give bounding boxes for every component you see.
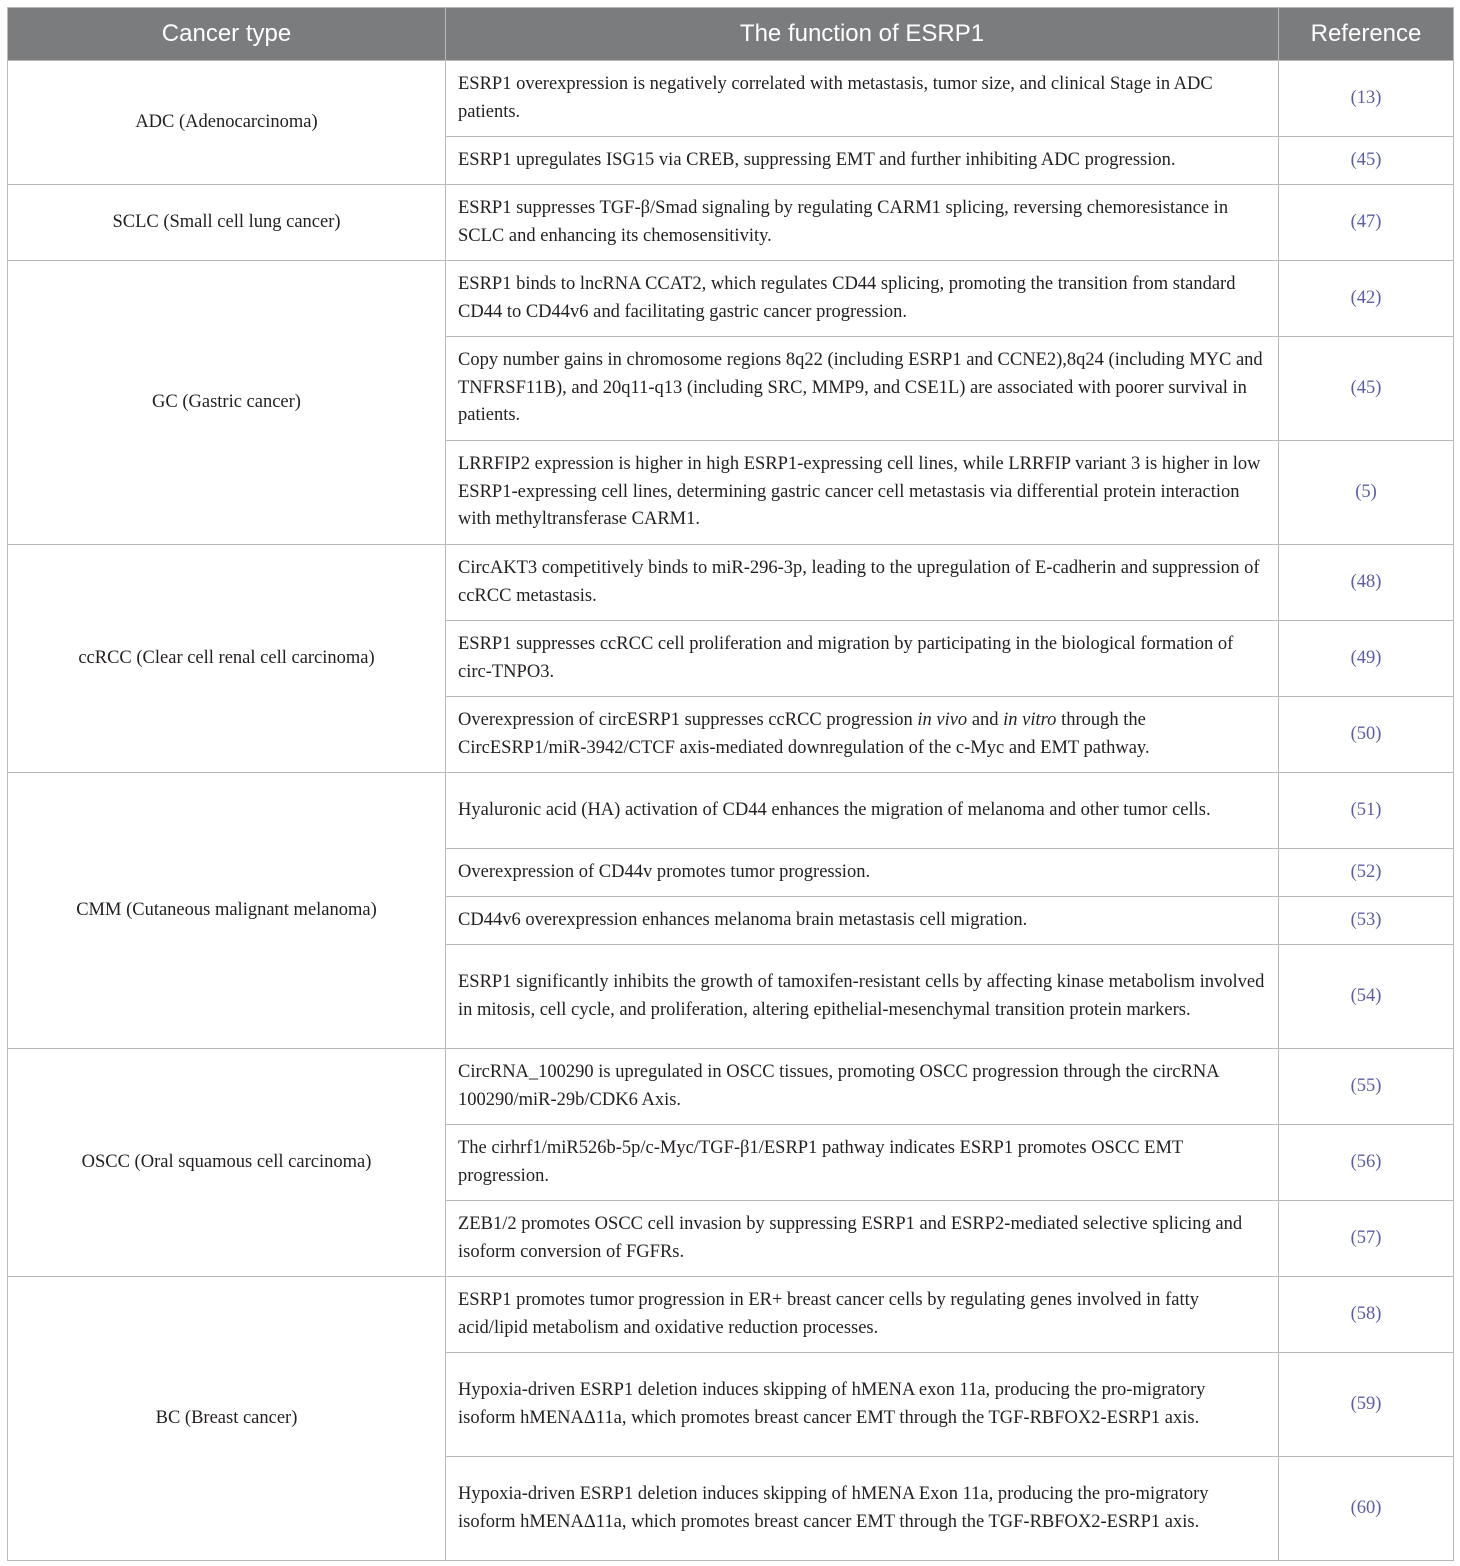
reference-link[interactable]: (58) — [1279, 1277, 1454, 1353]
reference-link[interactable]: (57) — [1279, 1201, 1454, 1277]
header-cancer-type: Cancer type — [8, 8, 446, 61]
reference-link[interactable]: (55) — [1279, 1049, 1454, 1125]
reference-link[interactable]: (50) — [1279, 697, 1454, 773]
reference-link[interactable]: (52) — [1279, 849, 1454, 897]
table-row — [8, 1049, 1454, 1125]
table-row — [8, 545, 1454, 621]
function-cell: ESRP1 upregulates ISG15 via CREB, suppressing EMT and further inhibiting ADC progression. — [446, 137, 1279, 185]
function-cell: Copy number gains in chromosome regions 8q22 (including ESRP1 and CCNE2),8q24 (including MYC and TNFRSF11B), and 20q11-q13 (including SRC, MMP9, and CSE1L) are associated with poorer survival in patients. — [446, 337, 1279, 441]
function-cell: Hypoxia-driven ESRP1 deletion induces skipping of hMENA Exon 11a, producing the pro-migratory isoform hMENAΔ11a, which promotes breast cancer EMT through the TGF-RBFOX2-ESRP1 axis. — [446, 1457, 1279, 1561]
function-text-italic: in vivo — [917, 710, 968, 730]
table-row — [8, 61, 1454, 137]
reference-link[interactable]: (5) — [1279, 441, 1454, 545]
cancer-type-cell: CMM (Cutaneous malignant melanoma) — [8, 773, 446, 1049]
reference-link[interactable]: (13) — [1279, 61, 1454, 137]
table-row — [8, 773, 1454, 849]
function-cell: ESRP1 significantly inhibits the growth of tamoxifen-resistant cells by affecting kinase metabolism involved in mitosis, cell cycle, and proliferation, altering epithelial-mesenchymal transition protein markers. — [446, 945, 1279, 1049]
reference-link[interactable]: (60) — [1279, 1457, 1454, 1561]
reference-link[interactable]: (51) — [1279, 773, 1454, 849]
function-cell: ESRP1 overexpression is negatively correlated with metastasis, tumor size, and clinical Stage in ADC patients. — [446, 61, 1279, 137]
reference-link[interactable]: (47) — [1279, 185, 1454, 261]
reference-link[interactable]: (53) — [1279, 897, 1454, 945]
reference-link[interactable]: (49) — [1279, 621, 1454, 697]
function-text-italic: in vitro — [1003, 710, 1057, 730]
reference-link[interactable]: (56) — [1279, 1125, 1454, 1201]
table-row — [8, 261, 1454, 337]
reference-link[interactable]: (48) — [1279, 545, 1454, 621]
cancer-type-cell: ccRCC (Clear cell renal cell carcinoma) — [8, 545, 446, 773]
function-cell: Hyaluronic acid (HA) activation of CD44 enhances the migration of melanoma and other tumor cells. — [446, 773, 1279, 849]
reference-link[interactable]: (45) — [1279, 137, 1454, 185]
function-cell: LRRFIP2 expression is higher in high ESRP1-expressing cell lines, while LRRFIP variant 3 is higher in low ESRP1-expressing cell lines, determining gastric cancer cell metastasis via differential protein interaction with methyltransferase CARM1. — [446, 441, 1279, 545]
function-text: Overexpression of circESRP1 suppresses ccRCC progression — [458, 710, 918, 730]
function-text: through the CircESRP1/miR-3942/CTCF axis-mediated downregulation of the c-Myc and EMT pathway. — [458, 710, 1150, 758]
cancer-type-cell: ADC (Adenocarcinoma) — [8, 61, 446, 185]
header-row — [8, 8, 1454, 61]
cancer-type-cell: GC (Gastric cancer) — [8, 261, 446, 545]
esrp1-cancer-table — [7, 7, 1454, 1561]
function-cell: The cirhrf1/miR526b-5p/c-Myc/TGF-β1/ESRP1 pathway indicates ESRP1 promotes OSCC EMT progression. — [446, 1125, 1279, 1201]
function-cell: ESRP1 binds to lncRNA CCAT2, which regulates CD44 splicing, promoting the transition from standard CD44 to CD44v6 and facilitating gastric cancer progression. — [446, 261, 1279, 337]
cancer-type-cell: BC (Breast cancer) — [8, 1277, 446, 1561]
table-row — [8, 185, 1454, 261]
function-cell: Hypoxia-driven ESRP1 deletion induces skipping of hMENA exon 11a, producing the pro-migratory isoform hMENAΔ11a, which promotes breast cancer EMT through the TGF-RBFOX2-ESRP1 axis. — [446, 1353, 1279, 1457]
reference-link[interactable]: (59) — [1279, 1353, 1454, 1457]
reference-link[interactable]: (54) — [1279, 945, 1454, 1049]
function-cell: CircRNA_100290 is upregulated in OSCC tissues, promoting OSCC progression through the circRNA 100290/miR-29b/CDK6 Axis. — [446, 1049, 1279, 1125]
table-row — [8, 1277, 1454, 1353]
function-cell: ESRP1 promotes tumor progression in ER+ breast cancer cells by regulating genes involved in fatty acid/lipid metabolism and oxidative reduction processes. — [446, 1277, 1279, 1353]
reference-link[interactable]: (42) — [1279, 261, 1454, 337]
function-cell: Overexpression of CD44v promotes tumor progression. — [446, 849, 1279, 897]
function-cell: CircAKT3 competitively binds to miR-296-3p, leading to the upregulation of E-cadherin and suppression of ccRCC metastasis. — [446, 545, 1279, 621]
cancer-type-cell: SCLC (Small cell lung cancer) — [8, 185, 446, 261]
cancer-type-cell: OSCC (Oral squamous cell carcinoma) — [8, 1049, 446, 1277]
reference-link[interactable]: (45) — [1279, 337, 1454, 441]
function-cell: ZEB1/2 promotes OSCC cell invasion by suppressing ESRP1 and ESRP2-mediated selective splicing and isoform conversion of FGFRs. — [446, 1201, 1279, 1277]
function-cell: ESRP1 suppresses ccRCC cell proliferation and migration by participating in the biological formation of circ-TNPO3. — [446, 621, 1279, 697]
function-text: and — [967, 710, 1004, 730]
function-cell: ESRP1 suppresses TGF-β/Smad signaling by regulating CARM1 splicing, reversing chemoresistance in SCLC and enhancing its chemosensitivity. — [446, 185, 1279, 261]
function-cell: CD44v6 overexpression enhances melanoma brain metastasis cell migration. — [446, 897, 1279, 945]
function-cell — [446, 697, 1279, 773]
header-function: The function of ESRP1 — [446, 8, 1279, 61]
header-reference: Reference — [1279, 8, 1454, 61]
